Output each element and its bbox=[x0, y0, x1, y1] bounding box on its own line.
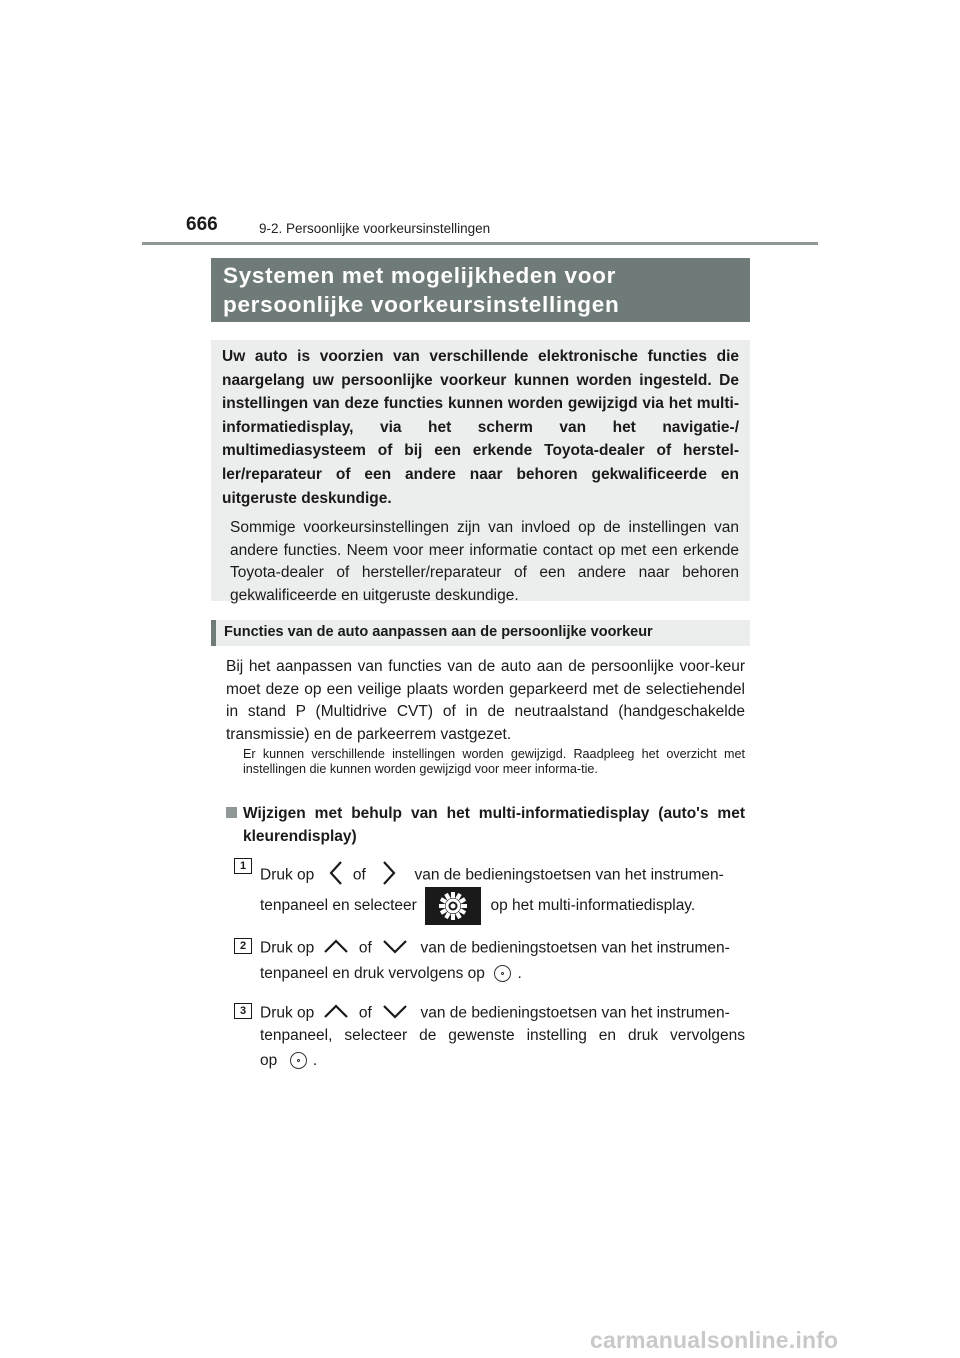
step-1-line-2 bbox=[260, 887, 695, 925]
gear-icon bbox=[425, 887, 481, 925]
step-2-line-2 bbox=[260, 965, 522, 983]
step-1-text-b: van de bedieningstoetsen van het instrumen- bbox=[414, 866, 724, 884]
step-2-text-c: tenpaneel en druk vervolgens op bbox=[260, 965, 485, 982]
step-2-text-a: Druk op bbox=[260, 939, 315, 957]
step-2-text-of: of bbox=[358, 939, 372, 957]
step-2-text-d: . bbox=[517, 965, 522, 982]
running-head: 9-2. Persoonlijke voorkeursinstellingen bbox=[259, 221, 491, 236]
title-line-2: persoonlijke voorkeursinstellingen bbox=[223, 292, 620, 317]
subheading bbox=[226, 803, 745, 848]
step-number-3: 3 bbox=[234, 1003, 252, 1019]
title-bar bbox=[211, 258, 750, 322]
step-1-text-c: tenpaneel en selecteer bbox=[260, 897, 417, 915]
title-line-1: Systemen met mogelijkheden voor bbox=[223, 263, 617, 288]
chevron-up-icon bbox=[323, 1003, 349, 1024]
step-1-text-of: of bbox=[352, 866, 366, 884]
step-1-text-d: op het multi-informatiedisplay. bbox=[490, 897, 696, 915]
step-number-1: 1 bbox=[234, 858, 252, 874]
ok-button-icon bbox=[494, 965, 511, 982]
step-3-text-b: van de bedieningstoetsen van het instrumen- bbox=[420, 1004, 730, 1022]
step-1-text-a: Druk op bbox=[260, 866, 315, 884]
step-3-line-1 bbox=[260, 1003, 730, 1024]
subheading-text: Wijzigen met behulp van het multi-informatiedisplay (auto's met kleurendisplay) bbox=[243, 805, 745, 845]
section-heading-text: Functies van de auto aanpassen aan de persoonlijke voorkeur bbox=[224, 624, 653, 640]
ok-button-icon bbox=[290, 1052, 307, 1069]
step-2-line-1 bbox=[260, 938, 730, 959]
body-paragraph: Bij het aanpassen van functies van de auto aan de persoonlijke voor-keur moet deze op een veilige plaats worden geparkeerd met de selectiehendel in stand P (Multidrive CVT) of in de neutraalstand (handgeschakelde transmissie) en de parkeerrem vastgezet. bbox=[226, 658, 745, 743]
step-2-text-b: van de bedieningstoetsen van het instrumen- bbox=[420, 939, 730, 957]
intro-note-text: Sommige voorkeursinstellingen zijn van invloed op de instellingen van andere functies. Neem voor meer informatie contact op met een erkende Toyota-dealer of hersteller/reparateur of een andere naar behoren gekwalificeerde en uitgeruste deskundige. bbox=[230, 519, 739, 604]
square-bullet-icon bbox=[226, 807, 237, 818]
step-3-text-a: Druk op bbox=[260, 1004, 315, 1022]
step-3-text-e: . bbox=[312, 1052, 318, 1069]
section-heading bbox=[211, 620, 750, 646]
step-3-line-2: tenpaneel, selecteer de gewenste instelling en druk vervolgens bbox=[260, 1027, 745, 1044]
page-number: 666 bbox=[186, 214, 218, 235]
step-3-text-d: op bbox=[260, 1052, 278, 1069]
intro-box bbox=[211, 340, 750, 604]
watermark: carmanualsonline.info bbox=[590, 1327, 839, 1353]
intro-bold-text: Uw auto is voorzien van verschillende elektronische functies die naargelang uw persoonlijke voorkeur kunnen worden ingesteld. De instellingen van deze functies kunnen worden gewijzigd via het multi-informatiedisplay, via het scherm van het navigatie-/ multimediasysteem of bij een erkende Toyota-dealer of herstel-ler/reparateur of een andere naar behoren gekwalificeerde en uitgeruste deskundige. bbox=[222, 348, 739, 507]
chevron-down-icon bbox=[382, 938, 408, 959]
step-3-line-3 bbox=[260, 1052, 317, 1070]
header-rule bbox=[142, 242, 818, 245]
step-3-text-of: of bbox=[358, 1004, 372, 1022]
step-number-2: 2 bbox=[234, 938, 252, 954]
chevron-up-icon bbox=[323, 938, 349, 959]
small-note: Er kunnen verschillende instellingen worden gewijzigd. Raadpleeg het overzicht met instellingen die kunnen worden gewijzigd voor meer informa-tie. bbox=[243, 747, 745, 776]
chevron-down-icon bbox=[382, 1003, 408, 1024]
